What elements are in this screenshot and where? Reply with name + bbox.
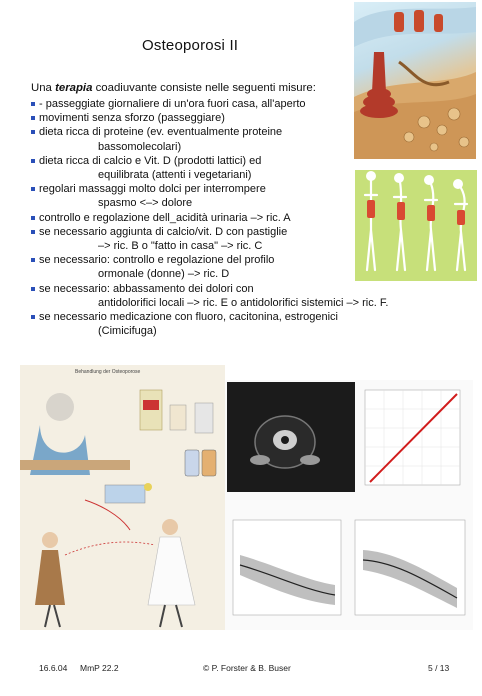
bullet-icon <box>31 287 35 291</box>
item-text: se necessario medicazione con fluoro, cacitonina, estrogenici <box>39 311 338 324</box>
diagnostic-drawing <box>225 380 473 630</box>
intro-prefix: Una <box>31 82 56 94</box>
bullet-icon <box>31 187 35 191</box>
item-text: se necessario aggiunta di calcio/vit. D con pastiglie <box>39 225 288 238</box>
bullet-icon <box>31 159 35 163</box>
bullet-icon <box>31 315 35 319</box>
item-continuation: equilibrata (attenti i vegetariani) <box>98 169 252 182</box>
footer-course: MmP 22.2 <box>80 663 119 673</box>
footer-date: 16.6.04 <box>39 663 68 673</box>
item-text: movimenti senza sforzo (passeggiare) <box>39 112 225 125</box>
item-continuation: ormonale (donne) –> ric. D <box>98 268 230 281</box>
bullet-icon <box>31 216 35 220</box>
intro-text <box>31 82 316 94</box>
treatment-drawing <box>20 365 225 630</box>
item-text: regolari massaggi molto dolci per interrompere <box>39 183 266 196</box>
footer-copyright: © P. Forster & B. Buser <box>203 663 291 673</box>
bullet-icon <box>31 102 35 106</box>
item-text: controllo e regolazione dell_acidità urinaria –> ric. A <box>39 211 291 224</box>
intro-term: terapia <box>55 82 93 94</box>
bullet-icon <box>31 116 35 120</box>
spine-progression-illustration <box>355 170 477 281</box>
list-item <box>31 282 431 310</box>
item-continuation: spasmo <–> dolore <box>98 197 193 210</box>
intro-suffix: coadiuvante consiste nelle seguenti misure: <box>92 82 316 94</box>
item-continuation: antidolorifici locali –> ric. E o antidolorifici sistemici –> ric. F. <box>98 296 389 309</box>
treatment-illustration <box>20 365 225 630</box>
item-continuation: –> ric. B o "fatto in casa" –> ric. C <box>98 240 263 253</box>
footer-page-number: 5 / 13 <box>428 663 450 673</box>
bone-illustration <box>354 2 476 159</box>
treatment-caption: Behandlung der Osteoporose <box>75 369 141 375</box>
item-text: dieta ricca di proteine (ev. eventualmente proteine <box>39 126 283 139</box>
item-text: se necessario: abbassamento dei dolori con <box>39 282 254 295</box>
spine-progression-drawing <box>355 170 477 281</box>
bullet-icon <box>31 230 35 234</box>
bullet-icon <box>31 130 35 134</box>
item-continuation: (Cimicifuga) <box>98 325 157 338</box>
item-text: dieta ricca di calcio e Vit. D (prodotti lattici) ed <box>39 154 262 167</box>
diagnostic-figures <box>225 380 473 630</box>
slide-title: Osteoporosi II <box>142 37 239 54</box>
item-text: se necessario: controllo e regolazione del profilo <box>39 254 275 267</box>
item-continuation: bassomolecolari) <box>98 140 182 153</box>
item-text: - passeggiate giornaliere di un'ora fuori casa, all'aperto <box>39 98 306 110</box>
list-item <box>31 310 431 338</box>
bone-illustration-drawing <box>354 2 476 159</box>
bullet-icon <box>31 258 35 262</box>
